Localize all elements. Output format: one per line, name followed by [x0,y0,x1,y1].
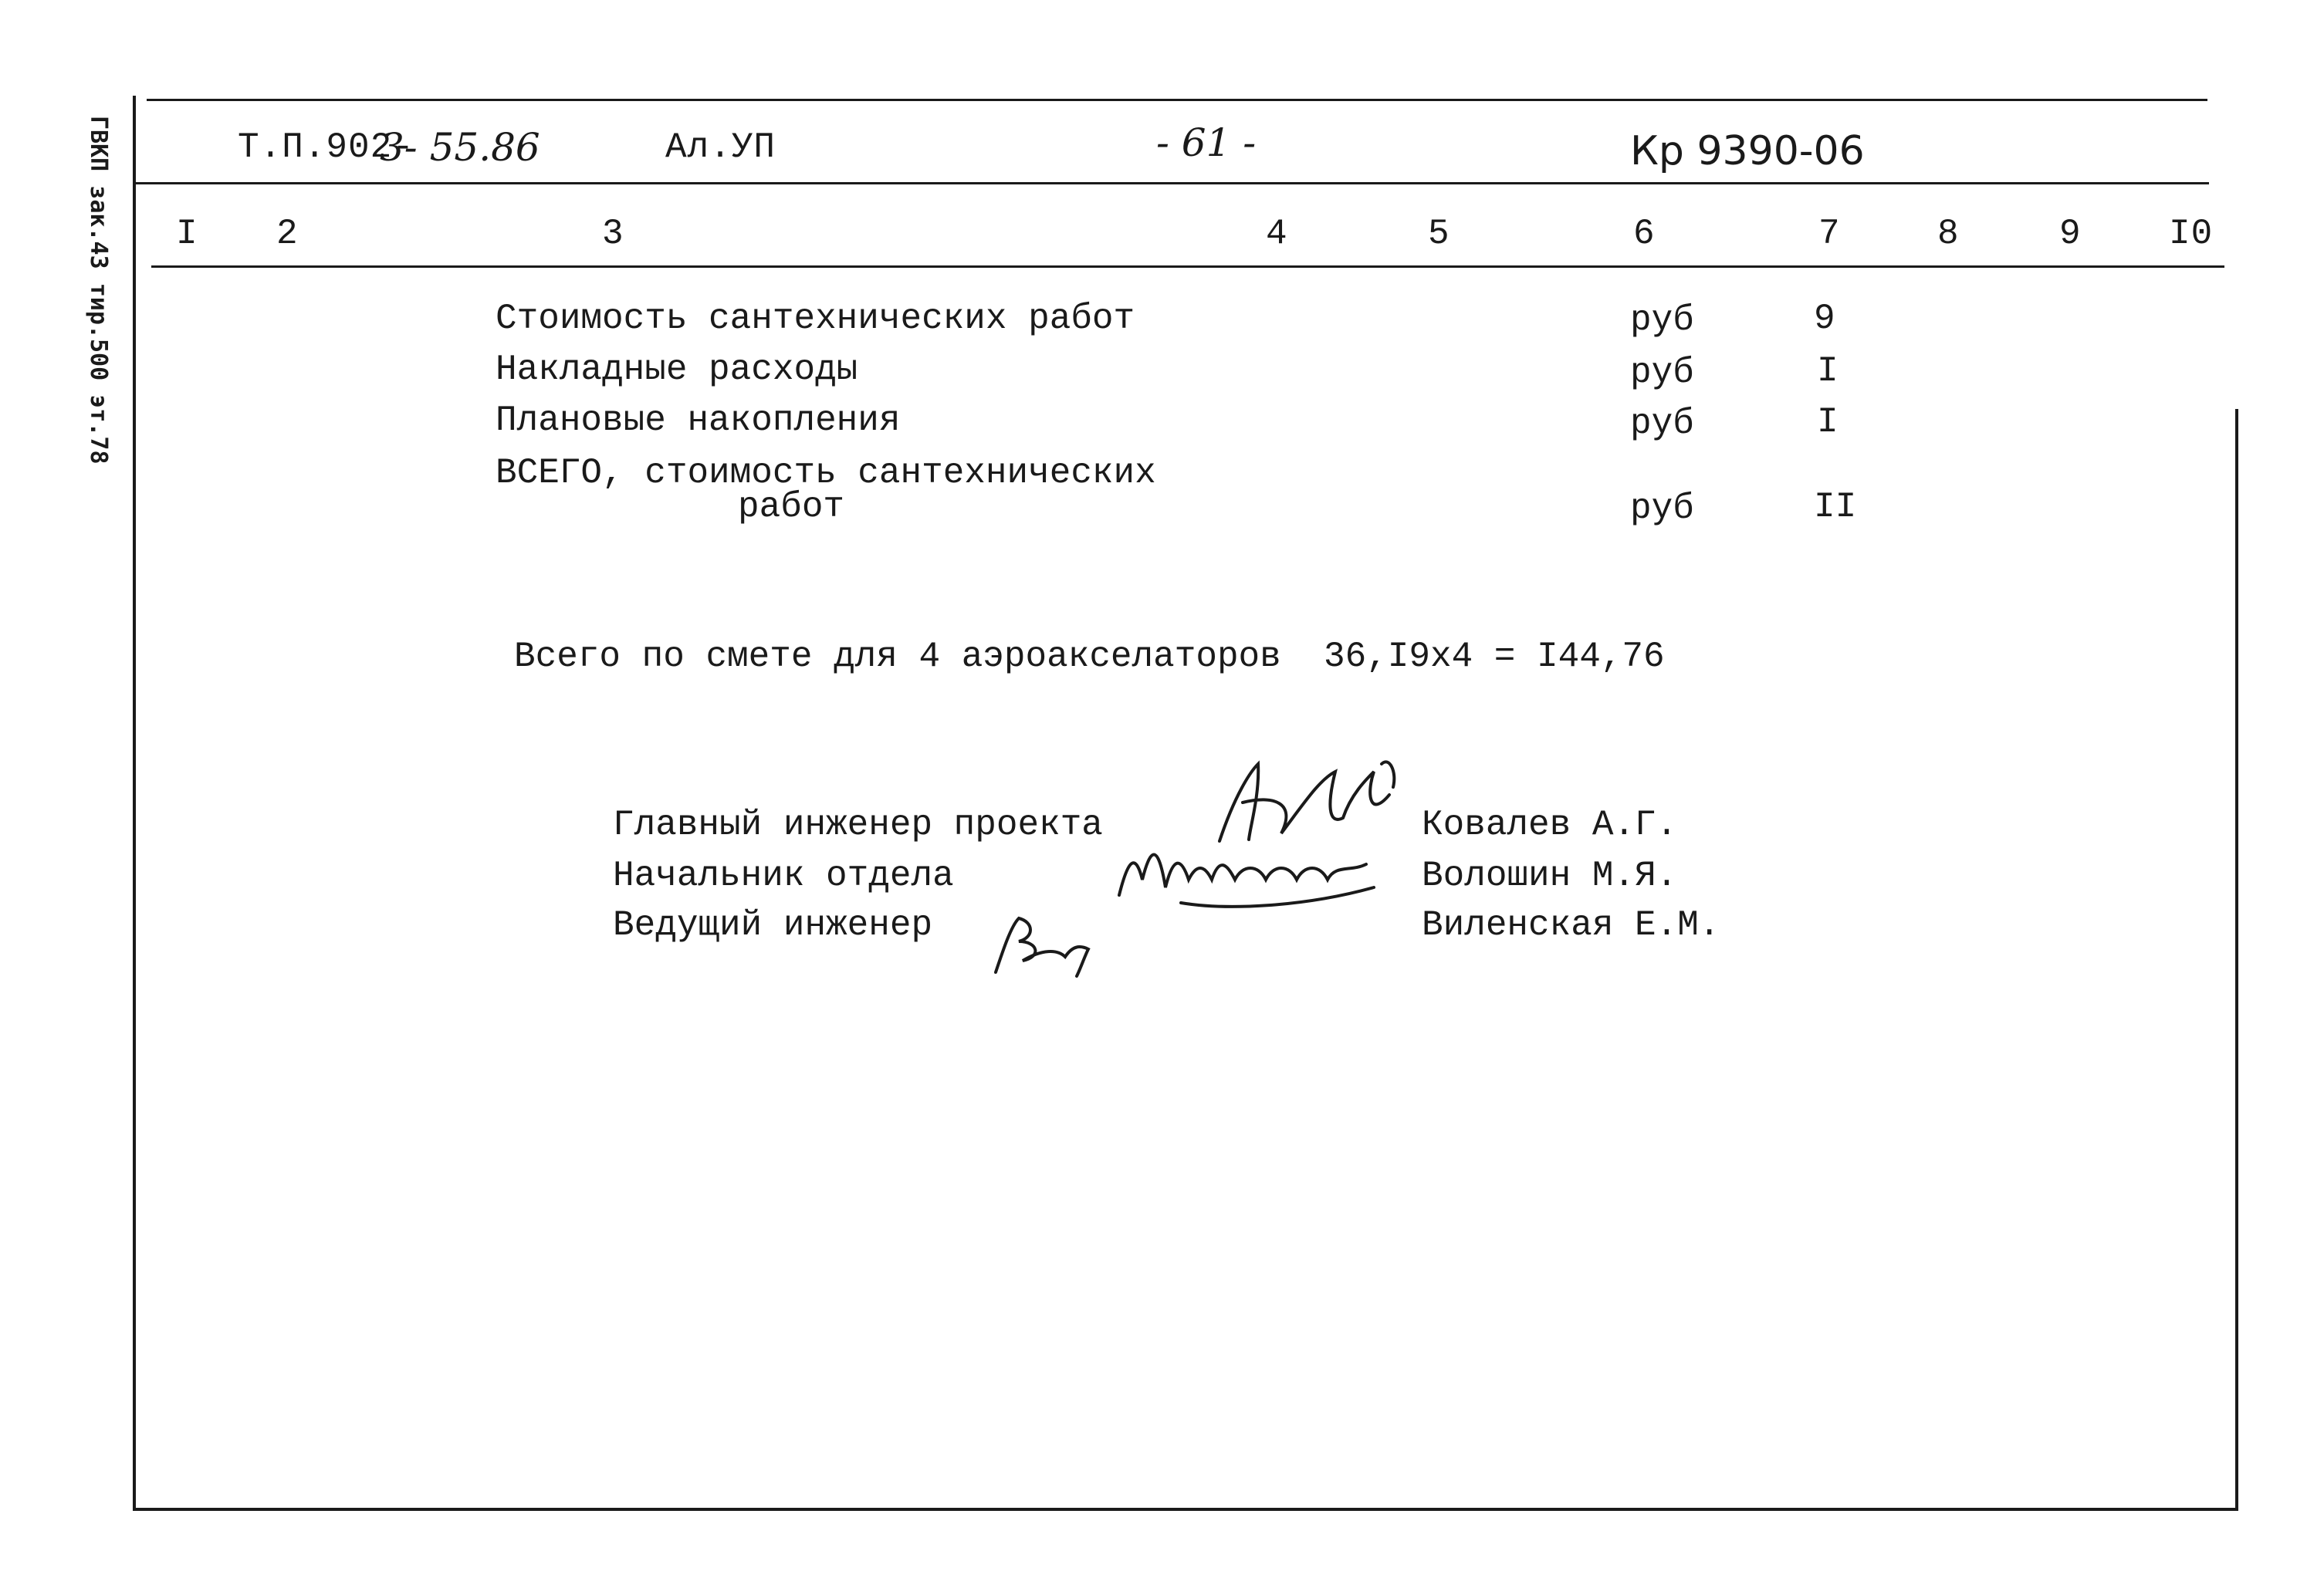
row-value: I [1817,402,1839,442]
margin-stamp: ГВКП зак.43 тир.500 эт.78 [85,116,112,465]
signature-role: Главный инженер проекта [613,805,1103,845]
page-number: - 61 - [1156,120,1257,165]
column-number: 8 [1937,214,1960,254]
frame-right-border [2235,409,2238,1511]
column-number: 4 [1266,214,1288,254]
column-number: I0 [2169,214,2214,254]
column-number: 2 [276,214,299,254]
project-code-typed: Т.П.902- [238,127,414,167]
project-code-handwritten: 3- 55.86 [380,125,540,170]
signature-department-head [1111,833,1389,918]
row-name: Стоимость сантехнических работ [496,299,1135,339]
row-value: I [1817,351,1839,391]
header-top-rule [147,99,2207,101]
column-number: 9 [2059,214,2082,254]
column-number: 5 [1428,214,1450,254]
row-name: Плановые накопления [496,400,901,441]
row-unit: руб [1630,404,1694,444]
grand-total-line: Всего по смете для 4 аэроакселаторов 36,I9x4 = I44,76 [514,637,1665,677]
row-unit: руб [1630,300,1694,340]
row-unit: руб [1630,353,1694,393]
frame-bottom-border [133,1508,2238,1511]
column-number: 6 [1633,214,1656,254]
album-label: Ал.УП [665,127,776,167]
row-name-line1: ВСЕГО, стоимость сантехнических [496,453,1156,493]
frame-left-border [133,96,136,1511]
row-value: II [1814,487,1857,527]
row-name-line2: работ [738,487,845,527]
column-number: 7 [1818,214,1841,254]
row-unit: руб [1630,488,1694,529]
signature-name: Волошин М.Я. [1422,856,1678,896]
signature-role: Начальник отдела [613,856,954,896]
document-code: Кр 9390-06 [1630,128,1865,174]
columns-bottom-rule [151,265,2224,268]
row-name: Накладные расходы [496,350,858,390]
signature-lead-engineer [980,903,1104,980]
column-number: 3 [602,214,624,254]
row-value: 9 [1814,299,1835,339]
header-bottom-rule [133,182,2209,184]
signature-name: Виленская Е.М. [1422,905,1720,945]
column-number: I [176,214,198,254]
signature-name: Ковалев А.Г. [1422,805,1678,845]
signature-role: Ведущий инженер [613,905,933,945]
